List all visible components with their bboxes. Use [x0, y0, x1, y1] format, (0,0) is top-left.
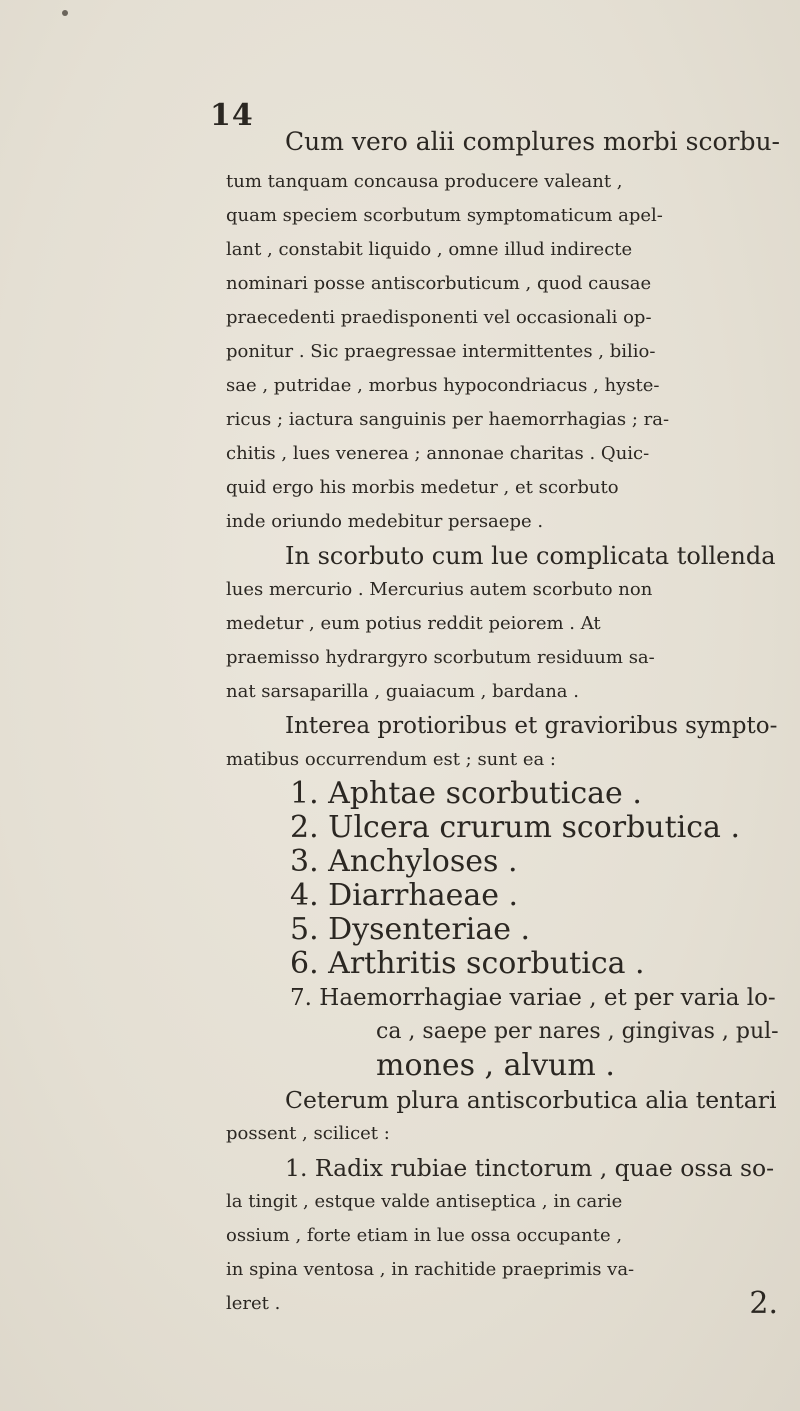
text-line: praemisso hydrargyro scorbutum residuum sa-: [226, 647, 655, 668]
list-item: 1. Aphtae scorbuticae .: [290, 776, 642, 811]
text-line: quam speciem scorbutum symptomaticum apel-: [226, 205, 663, 226]
text-line: Cum vero alii complures morbi scorbu-: [285, 127, 781, 156]
text-line: nominari posse antiscorbuticum , quod causae: [226, 273, 652, 294]
text-line: praecedenti praedisponenti vel occasionali op-: [226, 307, 652, 328]
text-line: 1. Radix rubiae tinctorum , quae ossa so-: [285, 1154, 775, 1182]
text-line: lant , constabit liquido , omne illud indirecte: [226, 239, 633, 260]
text-line: possent , scilicet :: [226, 1123, 390, 1144]
text-line: chitis , lues venerea ; annonae charitas . Quic-: [226, 443, 650, 464]
text-line: tum tanquam concausa producere valeant ,: [226, 171, 623, 192]
text-line: quid ergo his morbis medetur , et scorbuto: [226, 477, 619, 498]
text-line: lues mercurio . Mercurius autem scorbuto non: [226, 579, 653, 600]
list-item: 2. Ulcera crurum scorbutica .: [290, 810, 740, 845]
text-line: la tingit , estque valde antiseptica , in carie: [226, 1191, 623, 1212]
text-line: ponitur . Sic praegressae intermittentes , bilio-: [226, 341, 656, 362]
text-line: Interea protioribus et gravioribus sympto-: [285, 713, 778, 739]
page-number: 14: [210, 98, 254, 133]
ink-speck: [62, 10, 68, 16]
text-line: medetur , eum potius reddit peiorem . At: [226, 613, 601, 634]
list-item-continuation: ca , saepe per nares , gingivas , pul-: [376, 1019, 779, 1044]
text-line: ossium , forte etiam in lue ossa occupante ,: [226, 1225, 623, 1246]
text-line: in spina ventosa , in rachitide praeprimis va-: [226, 1259, 635, 1280]
text-line: In scorbuto cum lue complicata tollenda: [285, 542, 776, 570]
text-line: leret .: [226, 1293, 281, 1314]
text-line: sae , putridae , morbus hypocondriacus , hyste-: [226, 375, 660, 396]
list-item: 3. Anchyloses .: [290, 844, 518, 879]
list-item-continuation: mones , alvum .: [376, 1048, 615, 1083]
text-line: matibus occurrendum est ; sunt ea :: [226, 749, 556, 770]
text-line: inde oriundo medebitur persaepe .: [226, 511, 544, 532]
list-item: 4. Diarrhaeae .: [290, 878, 519, 913]
list-item: 5. Dysenteriae .: [290, 912, 531, 947]
text-line: nat sarsaparilla , guaiacum , bardana .: [226, 681, 579, 702]
list-item: 7. Haemorrhagiae variae , et per varia lo-: [290, 985, 776, 1011]
text-line: ricus ; iactura sanguinis per haemorrhagias ; ra-: [226, 409, 670, 430]
list-item: 6. Arthritis scorbutica .: [290, 946, 645, 981]
text-line: Ceterum plura antiscorbutica alia tentari: [285, 1086, 777, 1114]
signature-mark: 2.: [749, 1286, 778, 1321]
